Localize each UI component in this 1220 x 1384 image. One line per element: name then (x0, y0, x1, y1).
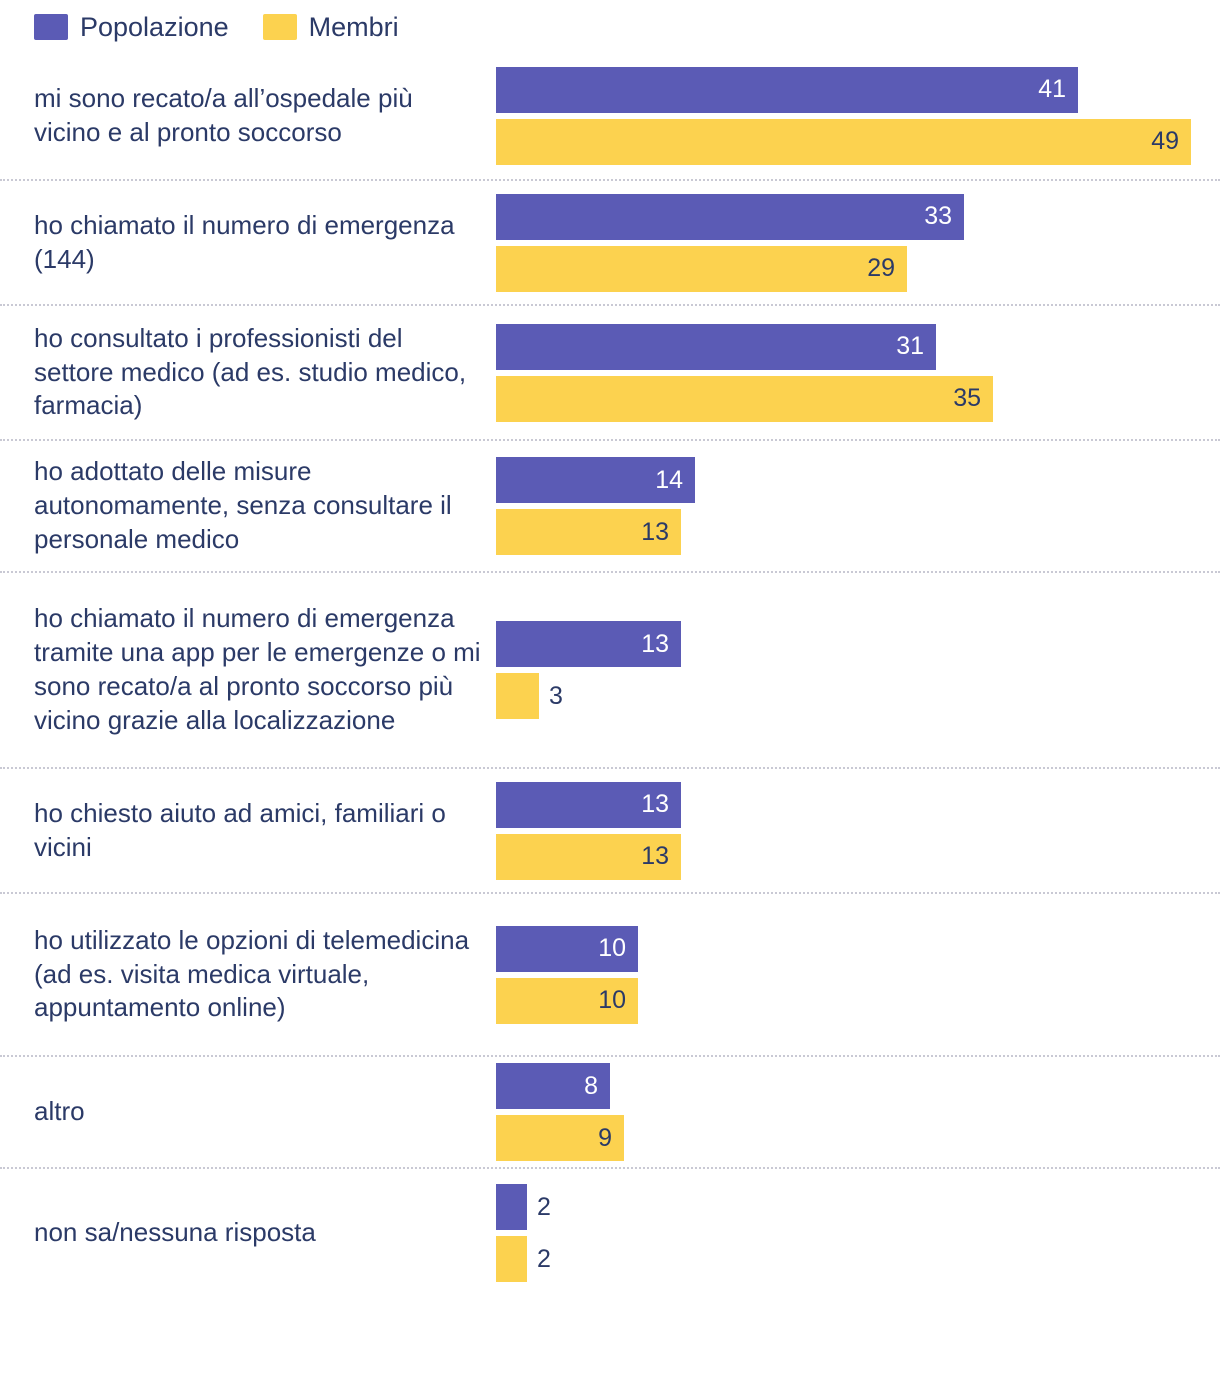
chart-row (0, 894, 1220, 1057)
category-label: altro (34, 1096, 85, 1127)
chart-row (0, 1169, 1220, 1297)
bar-line-membri (496, 119, 1220, 165)
bar-line-popolazione (496, 1184, 1220, 1230)
bar-value: 10 (598, 986, 626, 1014)
bar-popolazione (496, 782, 681, 828)
bar-line-membri (496, 834, 1220, 880)
category-label: mi sono recato/a all’ospedale più vicino e al pronto soccorso (34, 82, 413, 147)
bar-value: 8 (584, 1071, 598, 1100)
bar-value: 10 (598, 934, 626, 962)
bar-line-membri (496, 1236, 1220, 1282)
bar-popolazione (496, 621, 681, 667)
square-swatch-icon (34, 14, 68, 40)
bar-line-membri (496, 673, 1220, 719)
bar-line-popolazione (496, 782, 1220, 828)
bar-value: 2 (537, 1192, 551, 1221)
category-label: ho chiamato il numero di emergenza tramite una app per le emergenze o mi sono recato/a al pronto soccorso più vicino grazie alla localizzazione (34, 603, 481, 735)
bar-value: 14 (655, 465, 683, 494)
legend-item-popolazione (34, 11, 229, 42)
row-bars (496, 441, 1220, 571)
row-bars (496, 1057, 1220, 1167)
bar-membri (496, 834, 681, 880)
bar-membri (496, 1115, 624, 1161)
legend-label: Membri (308, 11, 399, 42)
bar-popolazione (496, 926, 638, 972)
row-bars (496, 894, 1220, 1055)
bar-membri (496, 1236, 527, 1282)
bar-line-membri (496, 376, 1220, 422)
bar-line-membri (496, 978, 1220, 1024)
bar-value: 41 (1038, 75, 1066, 103)
bar-membri (496, 376, 993, 422)
legend-item-membri (263, 11, 399, 42)
chart-row (0, 769, 1220, 894)
chart-row (0, 181, 1220, 306)
bar-line-popolazione (496, 1063, 1220, 1109)
bar-line-membri (496, 246, 1220, 292)
bar-value: 2 (537, 1244, 551, 1273)
bar-value: 33 (924, 202, 952, 230)
bar-popolazione (496, 324, 936, 370)
chart-row (0, 441, 1220, 573)
bar-popolazione (496, 194, 964, 240)
bar-value: 13 (641, 629, 669, 658)
chart-row (0, 52, 1220, 181)
bar-line-popolazione (496, 621, 1220, 667)
bar-line-membri (496, 1115, 1220, 1161)
bar-line-popolazione (496, 67, 1220, 113)
bar-membri (496, 119, 1191, 165)
bar-membri (496, 673, 539, 719)
legend-label: Popolazione (80, 11, 229, 42)
bar-popolazione (496, 457, 695, 503)
chart-legend (0, 0, 1220, 52)
category-label: ho utilizzato le opzioni di telemedicina (ad es. visita medica virtuale, appuntamento online) (34, 924, 470, 1023)
category-label: ho chiesto aiuto ad amici, familiari o vicini (34, 797, 446, 862)
bar-value: 31 (896, 332, 924, 360)
bar-popolazione (496, 1063, 610, 1109)
bar-popolazione (496, 67, 1078, 113)
row-bars (496, 573, 1220, 767)
row-bars (496, 769, 1220, 892)
row-bars (496, 1169, 1220, 1297)
category-label: ho chiamato il numero di emergenza (144) (34, 209, 455, 274)
category-label: ho adottato delle misure autonomamente, senza consultare il personale medico (34, 456, 452, 554)
bar-value: 13 (641, 790, 669, 818)
bar-popolazione (496, 1184, 527, 1230)
bar-membri (496, 978, 638, 1024)
square-swatch-icon (263, 14, 297, 40)
bar-value: 3 (549, 681, 563, 710)
row-bars (496, 52, 1220, 179)
bar-line-popolazione (496, 324, 1220, 370)
bar-value: 35 (953, 384, 981, 412)
chart-row (0, 573, 1220, 769)
bar-value: 49 (1151, 127, 1179, 155)
chart-row (0, 1057, 1220, 1169)
row-bars (496, 306, 1220, 439)
bar-value: 29 (867, 254, 895, 282)
bar-line-popolazione (496, 457, 1220, 503)
category-label: non sa/nessuna risposta (34, 1217, 316, 1248)
bar-membri (496, 246, 907, 292)
bar-line-popolazione (496, 194, 1220, 240)
row-bars (496, 181, 1220, 304)
chart-rows (0, 52, 1220, 1297)
bar-value: 13 (641, 517, 669, 546)
bar-value: 13 (641, 842, 669, 870)
bar-line-popolazione (496, 926, 1220, 972)
chart-row (0, 306, 1220, 441)
bar-value: 9 (598, 1123, 612, 1152)
bar-membri (496, 509, 681, 555)
category-label: ho consultato i professionisti del settore medico (ad es. studio medico, farmacia) (34, 322, 467, 421)
bar-line-membri (496, 509, 1220, 555)
